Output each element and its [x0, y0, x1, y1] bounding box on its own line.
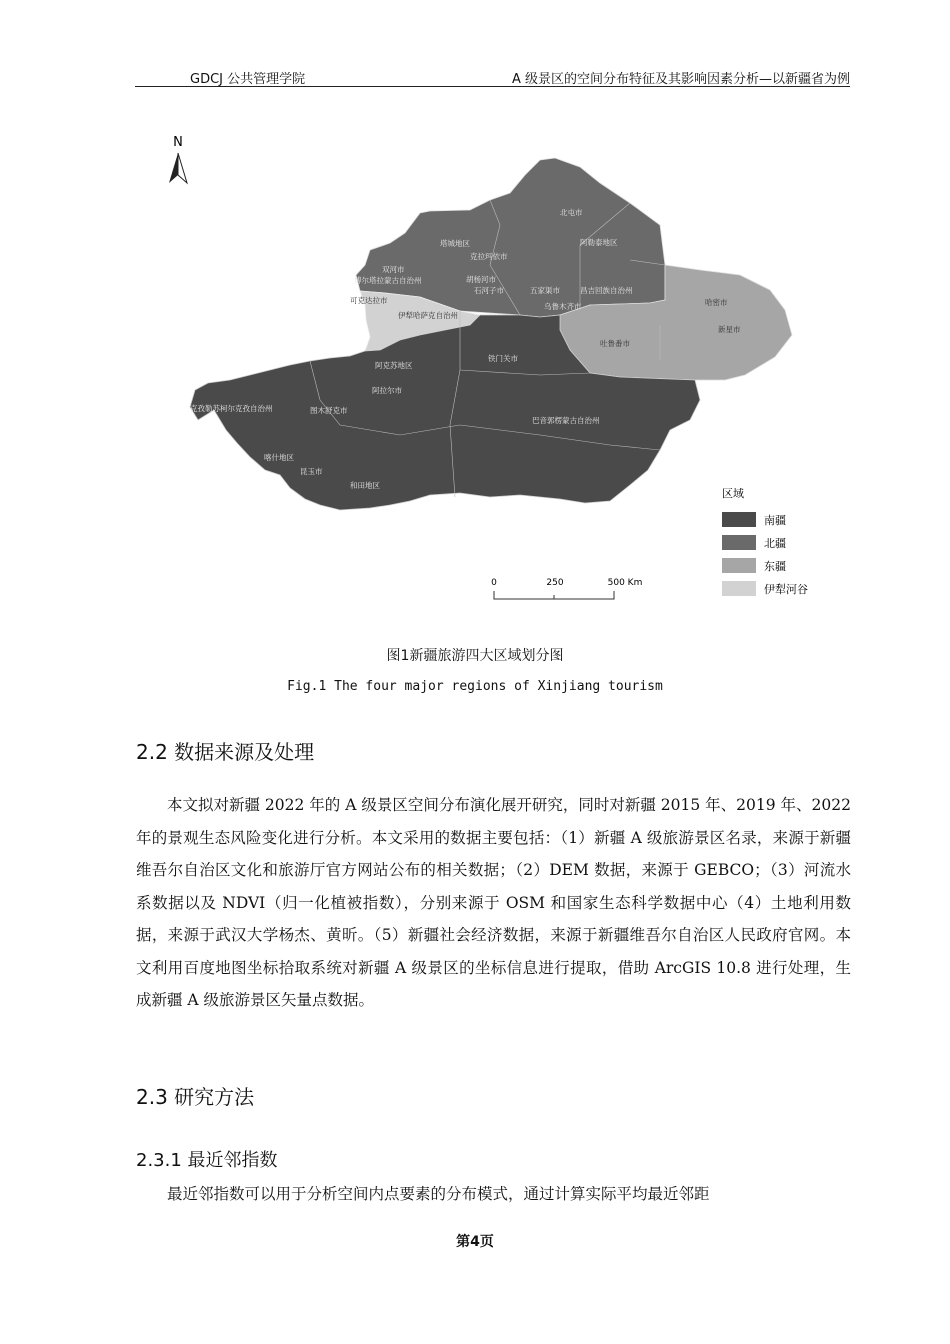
legend-label-ili: 伊犁河谷 [764, 583, 808, 596]
label-hami: 哈密市 [705, 298, 728, 307]
section-heading-2-3-1: 2.3.1 最近邻指数 [136, 1150, 278, 1171]
section-heading-2-3: 2.3 研究方法 [136, 1085, 255, 1109]
label-kokdala: 可克达拉市 [350, 296, 388, 305]
legend-label-north: 北疆 [764, 537, 786, 550]
running-header [135, 66, 850, 87]
label-wujiaqu: 五家渠市 [530, 286, 560, 295]
legend-swatch-ili [722, 581, 756, 596]
label-hotan: 和田地区 [350, 481, 380, 490]
label-tacheng: 塔城地区 [440, 239, 470, 248]
legend-swatch-south [722, 512, 756, 527]
label-bortala: 博尔塔拉蒙古自治州 [354, 276, 422, 285]
label-karamay: 克拉玛依市 [470, 252, 508, 261]
header-paper-title: A 级景区的空间分布特征及其影响因素分析—以新疆省为例 [511, 72, 850, 87]
north-label: N [173, 135, 183, 150]
label-tumxuk: 图木舒克市 [310, 406, 348, 415]
figure-caption-cn: 图1新疆旅游四大区域划分图 [386, 648, 564, 664]
legend-swatch-north [722, 535, 756, 550]
legend-swatch-east [722, 558, 756, 573]
legend-label-east: 东疆 [764, 560, 786, 573]
label-kunyu: 昆玉市 [300, 467, 323, 476]
scale-0: 0 [491, 578, 497, 588]
label-beitun: 北屯市 [560, 208, 583, 217]
legend [722, 486, 808, 596]
label-alar: 阿拉尔市 [372, 386, 402, 395]
north-arrow-icon [169, 135, 187, 183]
paragraph-nearest-neighbor: 最近邻指数可以用于分析空间内点要素的分布模式，通过计算实际平均最近邻距 [167, 1185, 710, 1203]
scale-250: 250 [546, 578, 564, 588]
legend-title: 区域 [722, 487, 744, 500]
label-altay: 阿勒泰地区 [580, 238, 618, 247]
label-huyanghe: 胡杨河市 [466, 275, 496, 284]
page-number: 第4页 [456, 1234, 494, 1250]
xinjiang-region-map [160, 125, 830, 615]
label-kizilsu: 克孜勒苏柯尔克孜自治州 [190, 404, 273, 413]
section-heading-2-2: 2.2 数据来源及处理 [136, 740, 315, 764]
label-kashgar: 喀什地区 [264, 453, 294, 462]
label-bayingol: 巴音郭楞蒙古自治州 [532, 416, 600, 425]
label-changji: 昌吉回族自治州 [580, 286, 633, 295]
label-turpan: 吐鲁番市 [600, 339, 630, 348]
label-tiemenguan: 铁门关市 [488, 354, 518, 363]
label-ili: 伊犁哈萨克自治州 [398, 311, 458, 320]
scale-500: 500 Km [607, 578, 643, 588]
header-institution: GDCJ 公共管理学院 [190, 72, 306, 87]
label-shihezi: 石河子市 [474, 286, 504, 295]
label-aksu: 阿克苏地区 [375, 361, 413, 370]
figure-caption-en: Fig.1 The four major regions of Xinjiang tourism [287, 679, 663, 694]
legend-label-south: 南疆 [764, 514, 786, 527]
paragraph-data-sources: 本文拟对新疆 2022 年的 A 级景区空间分布演化展开研究，同时对新疆 2015 年、2019 年、2022 年的景观生态风险变化进行分析。本文采用的数据主要包括：（1）新疆 A 级旅游景区名录，来源于新疆维吾尔自治区文化和旅游厅官方网站公布的相关数据；（2）DEM 数据，来源于 GEBCO；（3）河流水系数据以及 NDVI（归一化植被指数），分别来源于 OSM 和国家生态科学数据中心（4）土地利用数据，来源于武汉大学杨杰、黄昕。（5）新疆社会经济数据，来源于新疆维吾尔自治区人民政府官网。本文利用百度地图坐标拾取系统对新疆 A 级景区的坐标信息进行提取，借助 ArcGIS 10.8 进行处理，生成新疆 A 级旅游景区矢量点数据。 [136, 796, 851, 1009]
label-shuanghe: 双河市 [382, 265, 405, 274]
label-urumqi: 乌鲁木齐市 [544, 302, 582, 311]
scale-bar [491, 578, 642, 599]
label-xinxing: 新星市 [718, 325, 741, 334]
